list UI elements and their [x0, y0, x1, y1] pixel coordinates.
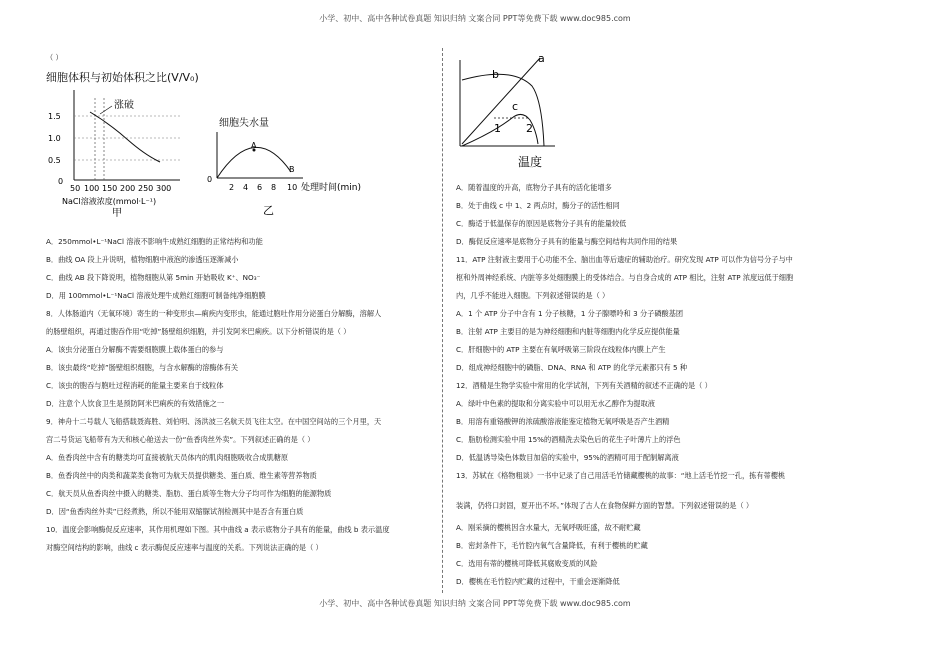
text-line: B．处于曲线 c 中 1、2 两点时，酶分子的活性相同 — [456, 201, 620, 210]
chart-yi-name: 乙 — [263, 204, 274, 217]
page-footer: 小学、初中、高中各种试卷真题 知识归纳 文案合同 PPT等免费下载 www.doc985.com — [319, 599, 631, 608]
text-line: A．鱼香肉丝中含有的糖类均可直接被航天员体内的肌肉细胞吸收合成肌糖原 — [46, 453, 289, 462]
chart-yi-point-b-label: B — [289, 165, 295, 174]
text-line: B．注射 ATP 主要目的是为神经细胞和内脏等细胞内化学反应提供能量 — [456, 327, 680, 336]
chart-jia-ytick: 1.0 — [48, 134, 61, 143]
curve-a-label: a — [538, 52, 545, 65]
text-line: D．组成神经细胞中的磷脂、DNA、RNA 和 ATP 的化学元素都只有 5 种 — [456, 363, 688, 372]
text-line: D．因“鱼香肉丝外卖”已经煮熟，所以不能用双缩脲试剂检测其中是否含有蛋白质 — [46, 507, 304, 516]
text-line: 枢和外周神经系统、内脏等多处细胞膜上的受体结合。与自身合成的 ATP 相比，注射 ATP 浓度远低于细胞 — [456, 273, 794, 282]
chart-yi-xtick: 8 — [271, 183, 277, 192]
text-line: A．250mmol•L⁻¹NaCl 溶液不影响牛成熟红细胞的正常结构和功能 — [46, 237, 263, 246]
chart-jia-ytick: 0 — [58, 177, 64, 186]
text-line: D．樱桃在毛竹腔内贮藏的过程中，干重会逐渐降低 — [456, 577, 620, 586]
chart-jia-xtick: 250 — [138, 184, 154, 193]
page-header: 小学、初中、高中各种试卷真题 知识归纳 文案合同 PPT等免费下载 www.doc985.com — [319, 14, 631, 23]
text-line: D．酶促反应速率是底物分子具有的能量与酶空间结构共同作用的结果 — [456, 237, 678, 246]
chart-yi-point-a-label: A — [251, 141, 257, 150]
chart-yi-curve — [217, 147, 291, 178]
question-paren: （ ） — [46, 53, 63, 62]
text-line: 的肠壁组织，再通过胞吞作用“吃掉”肠壁组织细胞，并引发阿米巴痢疾。以下分析错误的是（ ） — [46, 327, 351, 336]
chart-jia-xtick: 100 — [84, 184, 100, 193]
text-line: 宫二号货运飞船带有为天和核心舱送去一份“鱼香肉丝外卖”。下列叙述正确的是（ ） — [46, 435, 315, 444]
point-2-label: 2 — [526, 122, 533, 135]
column-divider — [442, 48, 443, 593]
text-line: 9．神舟十二号载人飞船搭载聂海胜、刘伯明、汤洪波三名航天员飞往太空。在中国空间站的三个月里，天 — [46, 417, 382, 426]
chart-yi-xtick: 2 — [229, 183, 235, 192]
chart-yi-xtick: 10 — [287, 183, 298, 192]
text-line: A．该虫分泌蛋白分解酶不需要细胞膜上载体蛋白的参与 — [46, 345, 224, 354]
text-line: 10．温度会影响酶促反应速率，其作用机理如下图。其中曲线 a 表示底物分子具有的能量，曲线 b 表示温度 — [46, 525, 390, 534]
text-line: B．密封条件下，毛竹腔内氧气含量降低，有利于樱桃的贮藏 — [456, 541, 648, 550]
text-line: C．该虫的胞吞与胞吐过程消耗的能量主要来自于线粒体 — [46, 381, 224, 390]
chart-jia-name: 甲 — [112, 208, 122, 219]
text-line: 内，几乎不能进入细胞。下列叙述错误的是（ ） — [456, 291, 610, 300]
chart-jia-curve — [90, 112, 160, 162]
text-line: 8．人体肠道内（无氧环境）寄生的一种变形虫—痢疾内变形虫，能通过胞吐作用分泌蛋白分解酶，溶解人 — [46, 309, 382, 318]
text-line: B．曲线 OA 段上升说明，植物细胞中液泡的渗透压逐渐减小 — [46, 255, 239, 264]
text-line: C．脂肪检测实验中用 15%的酒精洗去染色后的花生子叶薄片上的浮色 — [456, 435, 681, 444]
text-line: D．低温诱导染色体数目加倍的实验中，95%的酒精可用于配制解离液 — [456, 453, 679, 462]
curve-b-label: b — [492, 68, 499, 81]
chart-jia-xtick: 50 — [70, 184, 81, 193]
chart-yi-xlabel: 处理时间(min) — [301, 183, 361, 193]
curve-c-label: c — [512, 100, 519, 113]
chart-yi-xtick: 0 — [207, 175, 213, 184]
chart-temperature — [450, 50, 590, 172]
text-line: C．曲线 AB 段下降说明，植物细胞从第 5min 开始吸收 K⁺、NO₃⁻ — [46, 273, 261, 282]
text-line: B．用溶有重铬酸钾的浓硫酸溶液能鉴定植物无氧呼吸是否产生酒精 — [456, 417, 670, 426]
chart-jia-annotation: 涨破 — [114, 100, 134, 111]
text-line: A．刚采摘的樱桃因含水量大，无氧呼吸旺盛，故不耐贮藏 — [456, 523, 641, 532]
text-line: 12．酒精是生物学实验中常用的化学试剂，下列有关酒精的叙述不正确的是（ ） — [456, 381, 712, 390]
point-1-label: 1 — [494, 122, 501, 135]
text-line: C．航天员从鱼香肉丝中摄入的糖类、脂肪、蛋白质等生物大分子均可作为细胞的能源物质 — [46, 489, 332, 498]
text-line: C．选用有蒂的樱桃可降低其腐败变质的风险 — [456, 559, 598, 568]
chart-yi-title: 细胞失水量 — [219, 118, 269, 129]
text-line: A．绿叶中色素的提取和分离实验中可以用无水乙醇作为提取液 — [456, 399, 655, 408]
chart-yi — [205, 110, 380, 222]
text-line: A．1 个 ATP 分子中含有 1 分子核糖，1 分子腺嘌呤和 3 分子磷酸基团 — [456, 309, 684, 318]
chart-jia-ytick: 0.5 — [48, 156, 61, 165]
text-line: 11．ATP 注射液主要用于心功能不全、脑出血等后遗症的辅助治疗。研究发现 ATP 可以作为信号分子与中 — [456, 255, 793, 264]
chart-jia — [40, 68, 230, 220]
chart-yi-xtick: 4 — [243, 183, 249, 192]
text-line: B．该虫最终“吃掉”肠壁组织细胞，与含水解酶的溶酶体有关 — [46, 363, 239, 372]
chart-jia-xtick: 300 — [156, 184, 172, 193]
text-line: C．酶适于低温保存的原因是底物分子具有的能量较低 — [456, 219, 627, 228]
chart-jia-ytick: 1.5 — [48, 112, 61, 121]
text-line: A．随着温度的升高，底物分子具有的活化能增多 — [456, 183, 612, 192]
text-line: D．注意个人饮食卫生是预防阿米巴痢疾的有效措施之一 — [46, 399, 225, 408]
curve-b — [462, 74, 544, 146]
chart-jia-xtick: 150 — [102, 184, 118, 193]
text-line: B．鱼香肉丝中的肉类和蔬菜类食物可为航天员提供糖类、蛋白质、维生素等营养物质 — [46, 471, 317, 480]
text-line: 装满，仍将口封固，夏开出不坏。”体现了古人在食物保鲜方面的智慧。下列叙述错误的是（ ） — [456, 501, 754, 510]
chart-jia-xtick: 200 — [120, 184, 136, 193]
text-line: D．用 100mmol•L⁻¹NaCl 溶液处理牛成熟红细胞可制备纯净细胞膜 — [46, 291, 266, 300]
text-line: C．肝细胞中的 ATP 主要在有氧呼吸第三阶段在线粒体内膜上产生 — [456, 345, 666, 354]
chart-jia-xlabel: NaCl溶液浓度(mmol·L⁻¹) — [62, 197, 157, 206]
text-line: 13．苏轼在《格物粗谈》一书中记录了自己用活毛竹储藏樱桃的故事：“地上活毛竹挖一孔，拣有蒂樱桃 — [456, 471, 786, 480]
chart-yi-xtick: 6 — [257, 183, 263, 192]
text-line: 对酶空间结构的影响，曲线 c 表示酶促反应速率与温度的关系。下列说法正确的是（ ） — [46, 543, 323, 552]
chart-jia-title: 细胞体积与初始体积之比(V/V₀) — [46, 71, 199, 84]
chart-temperature-xlabel: 温度 — [518, 155, 543, 169]
